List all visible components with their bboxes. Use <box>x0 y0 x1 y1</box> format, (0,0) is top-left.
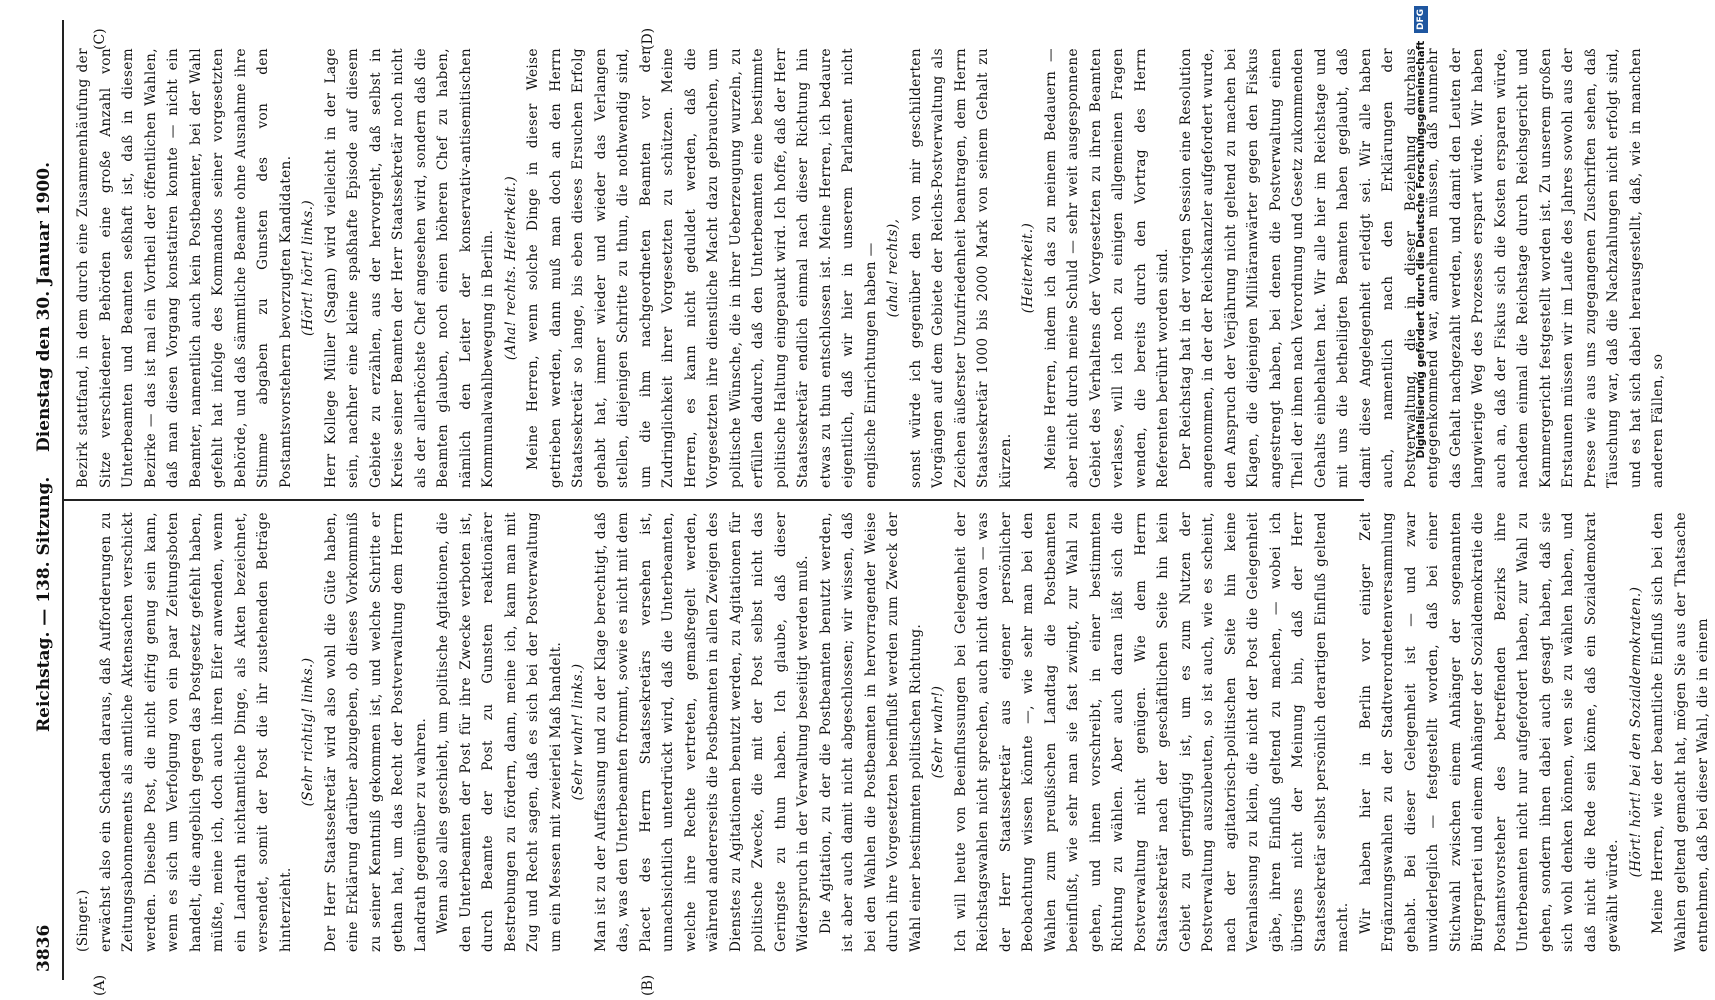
margin-marker-a: (A) <box>92 974 108 996</box>
paragraph: Bezirk stattfand, in dem durch eine Zusammenhäufung der Sitze verschiedener Behörden eine große Anzahl von Unterbeamten und Beamten seßhaft ist, daß in diesem Bezirke — das ist mal ein Vortheil der öffentlichen Wahlen, daß man diesen Vorgang konstatiren konnte — nicht ein Beamter, namentlich auch kein Postbeamter, bei der Wahl gefehlt hat infolge des Kommandos seiner vorgesetzten Behörde, und daß sämmtliche Beamte ohne Ausnahme ihre Stimme abgaben zu Gunsten des von den Postamtsvorstehern bevorzugten Kandidaten. <box>75 48 294 488</box>
digitization-sidebar <box>1400 6 1434 996</box>
interjection: (Heiterkeit.) <box>1020 222 1036 314</box>
margin-marker-d: (D) <box>640 27 656 50</box>
session-date: Dienstag den 30. Januar 1900. <box>34 162 54 452</box>
session-title: Reichstag. — 138. Sitzung. <box>34 476 54 732</box>
paragraph: Der Herr Staatssekretär wird also wohl die Güte haben, eine Erklärung darüber abzugeben, ob dieses Vorkommniß zu seiner Kenntniß gekommen ist, und welche Schritte er gethan hat, um das Recht der Postverwaltung dem Herrn Landrath gegenüber zu wahren. <box>322 512 429 952</box>
paragraph: Meine Herren, wenn solche Dinge in dieser Weise getrieben werden, dann muß man doch an den Herrn Staatssekretär so lange, bis eben dieses Ersuchen Erfolg gehabt hat, immer wieder und wieder das Verlangen stellen, diejenigen Schritte zu thun, die nothwendig sind, um die ihm nachgeordneten Beamten vor der Zudringlichkeit ihrer Vorgesetzten zu schützen. Meine Herren, es kann nicht geduldet werden, daß die Vorgesetzten ihre dienstliche Macht dazu gebrauchen, um politische Wünsche, die in ihrer Ueberzeugung wurzeln, zu erfüllen dadurch, daß den Unterbeamten eine bestimmte politische Haltung eingepaukt wird. Ich hoffe, daß der Herr Staatssekretär endlich einmal nach dieser Richtung hin etwas zu thun entschlossen ist. Meine Herren, ich bedaure eigentlich, daß wir hier in unserem Parlament nicht englische Einrichtungen haben — <box>525 48 879 488</box>
interjection: (Aha! rechts. Heiterkeit.) <box>502 175 519 361</box>
paragraph: Herr Kollege Müller (Sagan) wird vielleicht in der Lage sein, nachher eine kleine spaßhafte Episode auf diesem Gebiete zu erzählen, aus der hervorgeht, daß selbst in Kreise seiner Beamten der Herr Staatssekretär noch nicht als der allerhöchste Chef angesehen wird, sondern daß die Beamten glauben, noch einen höheren Chef zu haben, nämlich den Leiter der konservativ-antisemitischen Kommunalwahlbewegung in Berlin. <box>322 48 496 488</box>
interjection: (Sehr wahr!) <box>930 685 946 779</box>
interjection: (Sehr richtig! links.) <box>300 657 316 807</box>
paragraph: Man ist zu der Auffassung und zu der Klage berechtigt, daß das, was den Unterbeamten frommt, sowie es nicht mit dem Placet des Herrn Staatssekretärs versehen ist, unnachsichtlich unterdrückt wird, daß die Unterbeamten, welche ihre Rechte vertreten, gemaßregelt werden, während andererseits die Postbeamten in allen Zweigen des Dienstes zu Agitationen benutzt werden, zu Agitationen für politische Zwecke, die mit der Post selbst nicht das Geringste zu thun haben. Ich glaube, daß dieser Widerspruch in der Verwaltung beseitigt werden muß. <box>592 512 811 952</box>
paragraph: sonst würde ich gegenüber den von mir geschilderten Vorgängen auf dem Gebiete der Reichs-Postverwaltung als Zeichen äußerster Unzufriedenheit beantragen, dem Herrn Staatssekretär 1000 bis 2000 Mark von seinem Gehalt zu kürzen. <box>907 48 1014 488</box>
left-column <box>72 512 1711 952</box>
column-rule <box>64 499 1364 501</box>
sidebar-text-wrap <box>1404 6 1438 996</box>
page-header <box>14 28 62 972</box>
margin-marker-c: (C) <box>92 28 108 50</box>
interjection: (Hört! hört! links.) <box>300 199 316 337</box>
interjection: (aha! rechts), <box>885 218 901 318</box>
interjection: (Hört! hört! bei den Sozialdemokraten.) <box>1627 586 1644 878</box>
paragraph: Wir haben hier in Berlin vor einiger Zeit Ergänzungswahlen zu der Stadtverordnetenversammlung gehabt. Bei dieser Gelegenheit ist — und zwar unwiderleglich — festgestellt worden, daß bei einer Stichwahl zwischen einem Anhänger der sogenannten Bürgerpartei und einem Anhänger der Sozialdemokratie die Postamtsvorsteher des betreffenden Bezirks ihre Unterbeamten nicht nur aufgefordert haben, zur Wahl zu gehen, sondern ihnen dabei auch gesagt haben, daß sie sich wohl denken können, wen sie zu wählen haben, und daß nicht die Rede sein könne, daß ein Sozialdemokrat gewählt würde. <box>1357 512 1621 952</box>
dfg-logo: DFG <box>1414 6 1428 33</box>
paragraph: Die Agitation, zu der die Postbeamten benutzt werden, ist aber auch damit nicht abgeschlossen; wir wissen, daß bei den Wahlen die Postbeamten in hervorragender Weise durch ihre Vorgesetzten beeinflußt werden zum Zweck der Wahl einer bestimmten politischen Richtung. <box>817 512 924 952</box>
paragraph: Meine Herren, indem ich das zu meinem Bedauern — aber nicht durch meine Schuld — sehr weit ausgesponnene Gebiet des Verhaltens der Vorgesetzten zu ihren Beamten verlasse, will ich noch zu einigen allgemeinen Fragen wenden, die bereits durch den Vortrag des Herrn Referenten berührt worden sind. <box>1042 48 1171 488</box>
paragraph: Der Reichstag hat in der vorigen Session eine Resolution angenommen, in der der Reichskanzler aufgefordert wurde, den Anspruch der Verjährung nicht geltend zu machen bei Klagen, die diejenigen Militäranwärter gegen den Fiskus angestrengt haben, bei denen die Postverwaltung einen Theil der ihnen nach Verordnung und Gesetz zukommenden Gehalts einbehalten hat. Wir alle hier im Reichstage und mit uns die betheiligten Beamten haben geglaubt, daß damit diese Angelegenheit erledigt sei. Wir alle haben auch, namentlich nach den Erklärungen der Postverwaltung, die in dieser Beziehung durchaus entgegenkommend war, annehmen müssen, daß nunmehr das Gehalt nachgezahlt werden, und damit den Leuten der langwierige Weg des Prozesses erspart würde. Wir haben auch an, daß der Fiskus sich die Kosten ersparen würde, nachdem einmal die Reichstage durch Reichsgericht und Kammergericht festgestellt worden ist. Zu unserem großen Erstaunen müssen wir im Laufe des Jahres sowohl aus der Presse wie aus uns zugegangenen Zuschriften sehen, daß Täuschung war, daß die Nachzahlungen nicht erfolgt sind, und es hat sich dabei herausgestellt, daß, wie in manchen anderen Fällen, so <box>1177 48 1666 488</box>
paragraph: Wenn also alles geschieht, um politische Agitationen, die den Unterbeamten der Post für ihre Zwecke verboten ist, durch Beamte der Post zu Gunsten reaktionärer Bestrebungen zu fördern, dann, meine ich, kann man mit Zug und Recht sagen, daß es sich bei der Postverwaltung um ein Messen mit zweierlei Maß handelt. <box>435 512 564 952</box>
page-number: 3836 <box>34 924 54 972</box>
paragraph: Ich will heute von Beeinflussungen bei Gelegenheit der Reichstagswahlen nicht sprechen, auch nicht davon — was der Herr Staatssekretär aus eigener persönlicher Beobachtung wissen könnte —, wie sehr man bei den Wahlen zum preußischen Landtag die Postbeamten beeinflußt, wie sehr man sie fast zwingt, zur Wahl zu gehen, und ihnen vorschreibt, in einer bestimmten Richtung zu wählen. Aber auch daran läßt sich die Postverwaltung nicht genügen. Wie dem Herrn Staatssekretär nach der geschäftlichen Seite hin kein Gebiet zu geringfügig ist, um es zum Nutzen der Postverwaltung auszubeuten, so ist auch, wie es scheint, nach der agitatorisch-politischen Seite hin keine Veranlassung zu klein, die nicht der Post die Gelegenheit gäbe, ihren Einfluß geltend zu machen, — wobei ich übrigens nicht der Meinung bin, daß der Herr Staatssekretär selbst persönlich derartigen Einfluß geltend macht. <box>952 512 1351 952</box>
paragraph: erwächst also ein Schaden daraus, daß Aufforderungen zu Zeitungsabonnements als amtliche Aktensachen verschickt werden. Dieselbe Post, die nicht eifrig genug sein kann, wenn es sich um Verfolgung von ein paar Zeitungsboten handelt, die angeblich gegen das Postgesetz gefehlt haben, müßte, meine ich, doch auch ihren Eifer anwenden, wenn ein Landrath nichtamtliche Dinge, als Akten bezeichnet, versendet, somit der Post die ihr zustehenden Beträge hinterzieht. <box>97 512 294 952</box>
margin-marker-b: (B) <box>640 974 656 996</box>
paragraph: Meine Herren, wie der beamtliche Einfluß sich bei den Wahlen geltend gemacht hat, mögen Sie aus der Thatsache entnehmen, daß bei dieser Wahl, die in einem <box>1650 512 1711 952</box>
interjection: (Sehr wahr! links.) <box>570 663 586 801</box>
dfg-credit: Digitalisierung gefördert durch die Deutsche Forschungsgemeinschaft <box>1415 40 1427 459</box>
paragraph: (Singer.) <box>75 889 91 952</box>
